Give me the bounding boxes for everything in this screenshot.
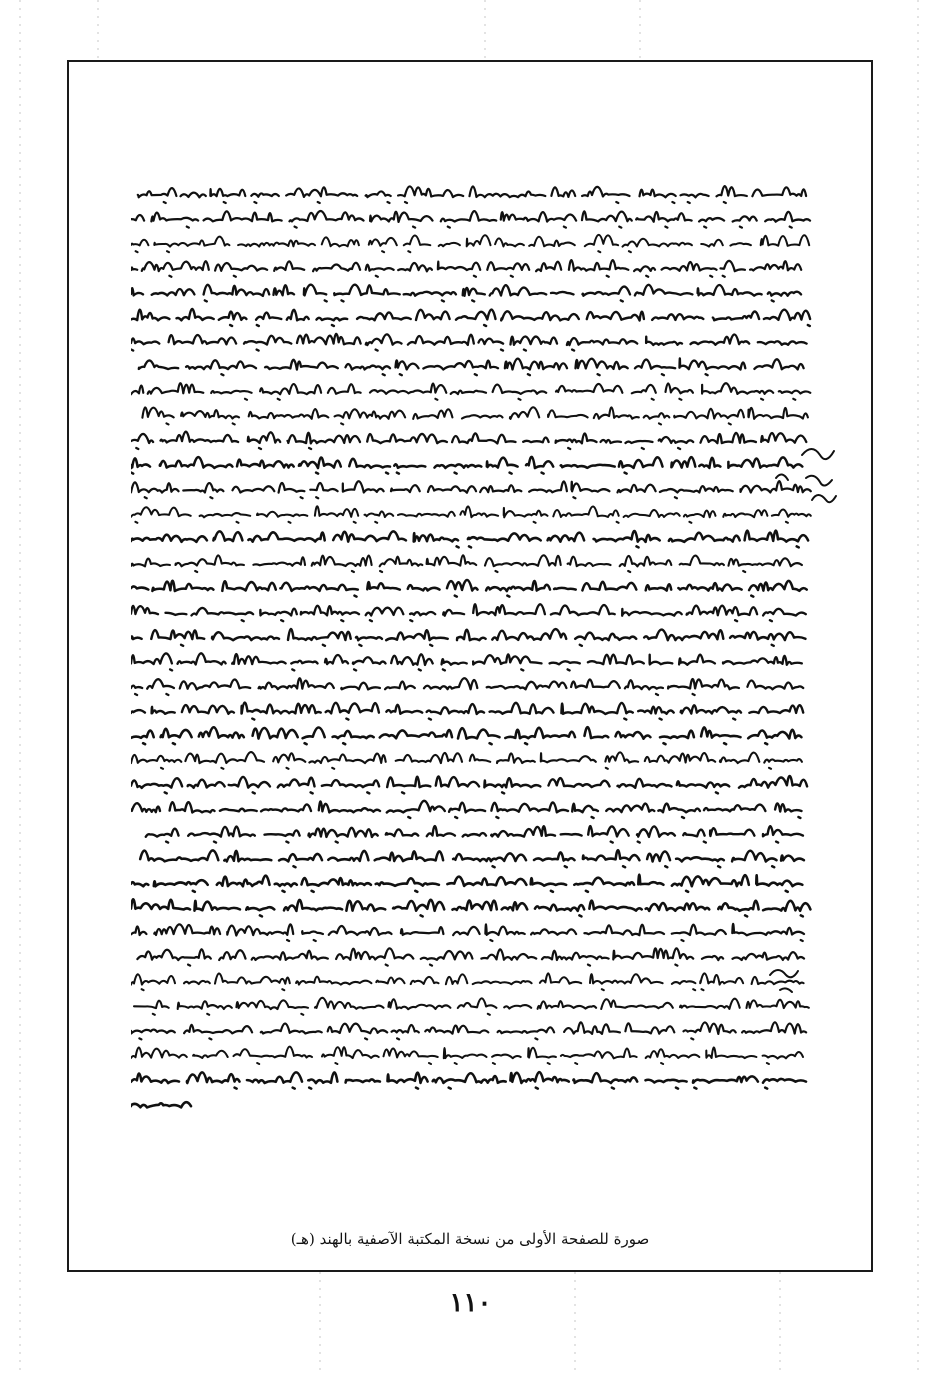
page-number: ١١٠ bbox=[449, 1288, 492, 1318]
figure-caption: صورة للصفحة الأولى من نسخة المكتبة الآصفية بالهند (هـ) bbox=[290, 1230, 650, 1248]
